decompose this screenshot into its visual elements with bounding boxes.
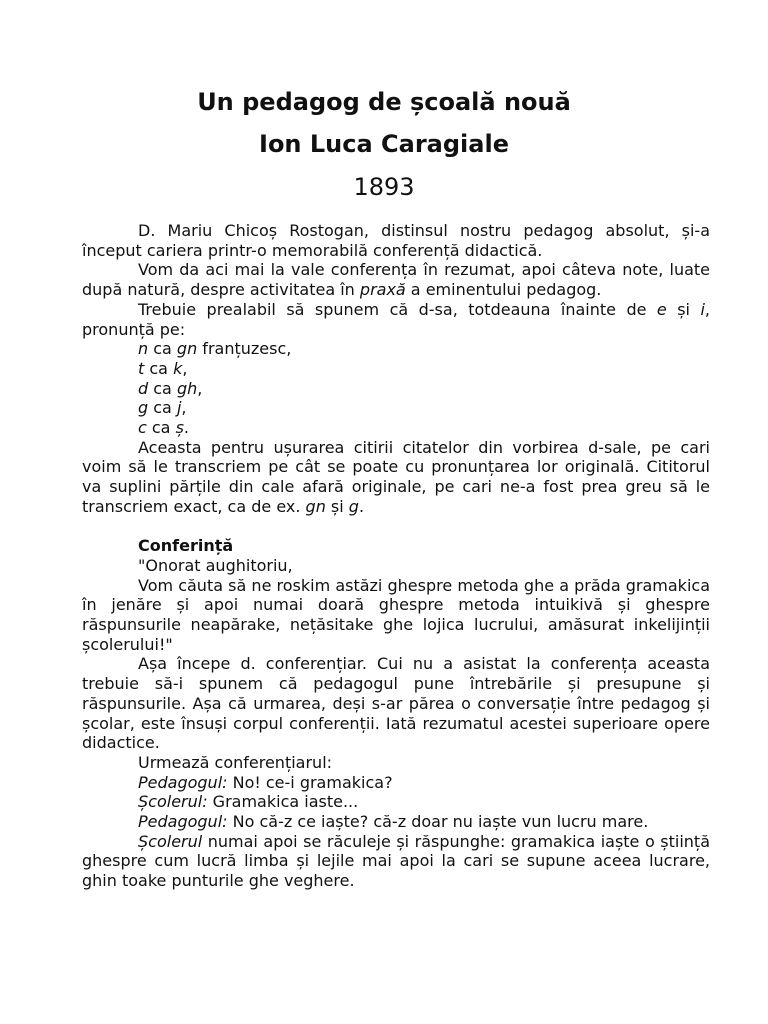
pronunciation-rule: c ca ș. — [138, 418, 190, 438]
dialogue-line: Pedagogul: No că-z ce iaște? că-z doar nu iaște vun lucru mare. — [138, 812, 649, 832]
paragraph-follows: Urmează conferențiarul: — [138, 752, 333, 772]
document-body — [82, 221, 710, 891]
paragraph-intro: D. Mariu Chicoș Rostogan, distinsul nostru pedagog absolut, și-a început cariera printr-o memorabilă conferență didactică. — [82, 221, 710, 260]
pronunciation-rule: g ca j, — [138, 398, 187, 418]
paragraph-pronunciation: Trebuie prealabil să spunem că d-sa, totdeauna înainte de e și i, pronunță pe: — [82, 299, 711, 339]
document-author: Ion Luca Caragiale — [259, 130, 509, 158]
section-heading: Conferință — [138, 536, 234, 556]
paragraph-note: Aceasta pentru ușurarea citirii citatelor din vorbirea d-sale, pe cari voim să le transcriem pe cât se poate cu pronunțarea lor originală. Cititorul va suplini părțile din cale afară originale, pe cari ne-a fost prea greu să le transcriem exact, ca de ex. gn și g. — [82, 437, 710, 516]
blank-line — [82, 517, 710, 537]
pronunciation-rule: t ca k, — [138, 358, 188, 378]
document-year: 1893 — [353, 173, 415, 201]
dialogue-line: Pedagogul: No! ce-i gramakica? — [138, 772, 393, 792]
paragraph-summary: Vom da aci mai la vale conferența în rezumat, apoi câteva note, luate după natură, despre activitatea în praxă a eminentului pedagog. — [82, 260, 710, 300]
quote-paragraph: Vom căuta să ne roskim astăzi ghespre metoda ghe a prăda gramakica în jenăre și apoi numai doară ghespre metoda intuikivă și ghespre răspunsurile neapărake, nețăsitake ghe lojica lucrului, amăsurat inkelijinții școlerului!" — [82, 575, 710, 654]
dialogue-line: Școlerul numai apoi se răculeje și răspunghe: gramakica iaște o știință ghespre cum lucră limba și lejile mai apoi la cari se supune aceea lucrare, ghin toake punturile ghe veghere. — [82, 831, 710, 891]
paragraph-explanation: Așa începe d. conferențiar. Cui nu a asistat la conferența aceasta trebuie să-i spunem că pedagogul pune întrebările și presupune și răspunsurile. Așa că urmarea, deși s-ar părea o conversație între pedagog și școlar, este însuși corpul conferenții. Iată rezumatul acestei superioare opere didactice. — [82, 654, 710, 753]
quote-greeting: "Onorat aughitoriu, — [138, 555, 293, 575]
pronunciation-rule: n ca gn franțuzesc, — [138, 339, 292, 359]
document-title: Un pedagog de școală nouă — [197, 88, 571, 116]
dialogue-line: Școlerul: Gramakica iaste... — [138, 792, 359, 812]
pronunciation-rule: d ca gh, — [138, 378, 203, 398]
